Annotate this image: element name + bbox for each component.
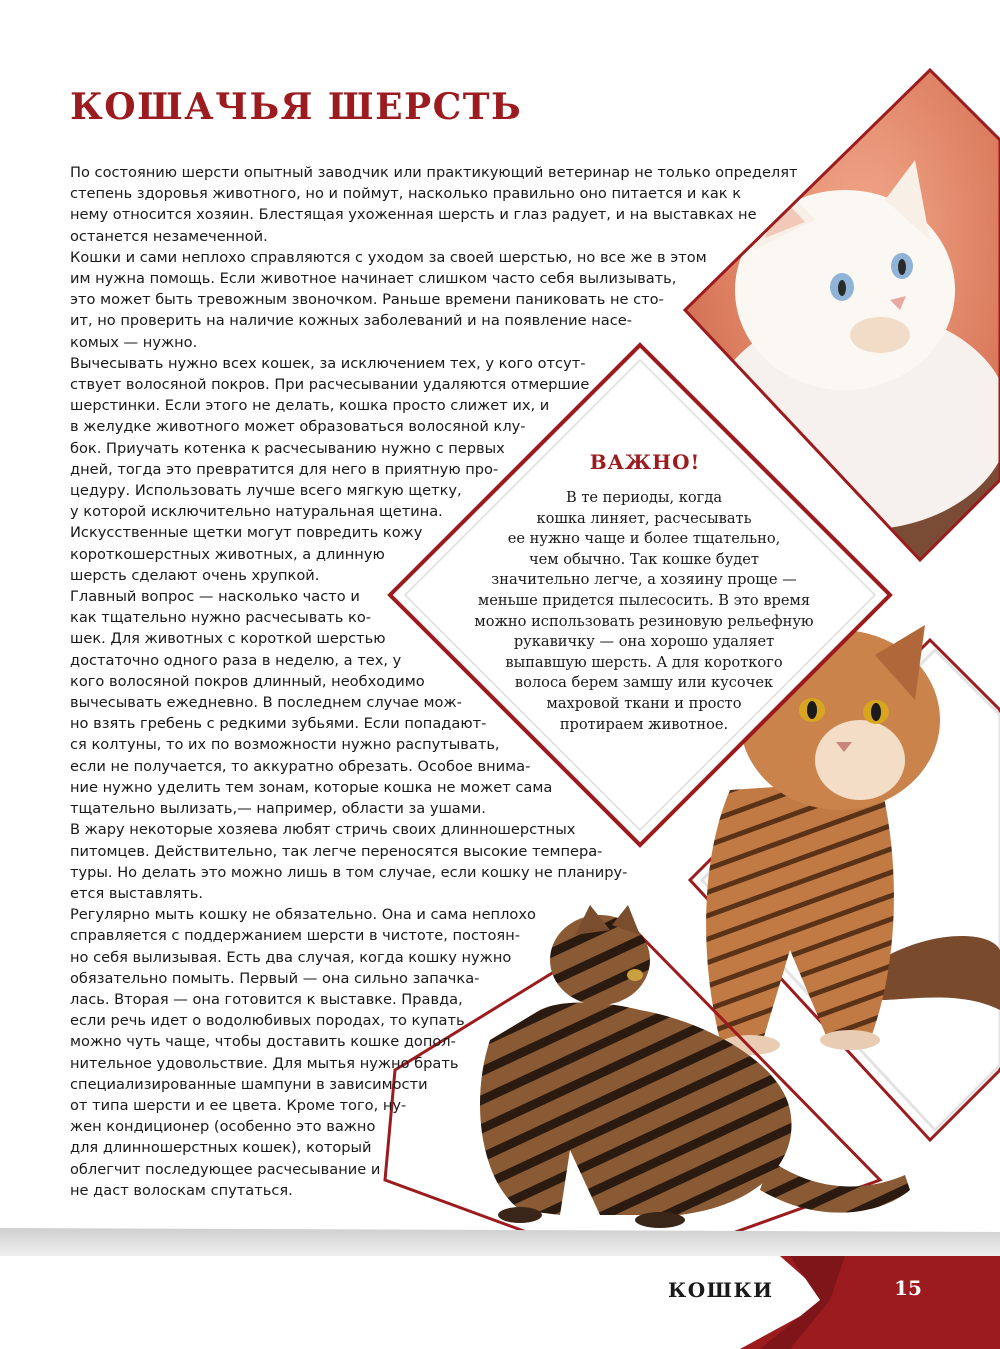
- footer-section-label: КОШКИ: [668, 1278, 774, 1302]
- footer-band: [0, 1228, 1000, 1349]
- page-title: КОШАЧЬЯ ШЕРСТЬ: [70, 86, 523, 128]
- body-line: достаточно одного раза в неделю, а тех, у: [70, 651, 402, 669]
- body-line: справляется с поддержанием шерсти в чистоте, постоян-: [70, 927, 521, 945]
- body-line: В жару некоторые хозяева любят стричь своих длинношерстных: [70, 821, 576, 839]
- body-line: от типа шерсти и ее цвета. Кроме того, ну-: [70, 1096, 407, 1114]
- body-line: не даст волоскам спутаться.: [70, 1181, 293, 1199]
- body-line: можно чуть чаще, чтобы доставить кошке допол-: [70, 1033, 456, 1051]
- body-line: ние нужно уделить тем зонам, которые кошка не может сама: [70, 778, 553, 796]
- body-line: нему относится хозяин. Блестящая ухоженная шерсть и глаз радует, и на выставках не: [70, 206, 757, 224]
- body-line: степень здоровья животного, но и поймут, насколько правильно оно питается и как к: [70, 185, 742, 203]
- body-line: но взять гребень с редкими зубьями. Если попадают-: [70, 715, 487, 733]
- important-line: можно использовать резиновую рельефную: [474, 612, 814, 630]
- page-number: 15: [894, 1276, 922, 1300]
- body-line: ствует волосяной покров. При расчесывании удаляются отмершие: [70, 376, 590, 394]
- body-line: как тщательно нужно расчесывать ко-: [70, 609, 372, 627]
- important-line: волоса берем замшу или кусочек: [514, 674, 774, 692]
- body-line: облегчит последующее расчесывание и: [70, 1160, 381, 1178]
- important-line: В те периоды, когда: [565, 489, 723, 506]
- important-line: значительно легче, а хозяину проще —: [491, 571, 797, 589]
- important-line: рукавичку — она хорошо удаляет: [513, 633, 775, 651]
- body-line: нительное удовольствие. Для мытья нужно брать: [70, 1054, 459, 1072]
- body-line: ся колтуны, то их по возможности нужно распутывать,: [70, 736, 500, 754]
- body-line: комых — нужно.: [70, 333, 198, 351]
- body-line: тщательно вылизать,— например, области за ушами.: [70, 800, 486, 818]
- important-line: кошка линяет, расчесывать: [536, 509, 752, 527]
- important-title: ВАЖНО!: [589, 450, 701, 474]
- body-line: обязательно помыть. Первый — она сильно запачка-: [70, 969, 480, 987]
- body-line: это может быть тревожным звоночком. Раньше времени паниковать не сто-: [70, 291, 664, 309]
- body-line: Искусственные щетки могут повредить кожу: [70, 524, 423, 542]
- body-line: у которой исключительно натуральная щетина.: [70, 503, 443, 521]
- important-line: ее нужно чаще и более тщательно,: [507, 530, 781, 548]
- body-line: если речь идет о водолюбивых породах, то купать: [70, 1012, 465, 1030]
- body-line: кого волосяной покров длинный, необходимо: [70, 672, 425, 690]
- body-line: Вычесывать нужно всех кошек, за исключением тех, у кого отсут-: [70, 354, 586, 372]
- important-line: меньше придется пылесосить. В это время: [477, 591, 811, 609]
- body-line: Главный вопрос — насколько часто и: [70, 588, 360, 606]
- body-line: лась. Вторая — она готовится к выставке. Правда,: [70, 990, 463, 1008]
- body-line: питомцев. Действительно, так легче переносятся высокие темпера-: [70, 842, 603, 860]
- body-line: ется выставлять.: [70, 884, 203, 902]
- body-line: если не получается, то аккуратно обрезать. Особое внима-: [70, 757, 531, 775]
- body-line: для длинношерстных кошек), который: [70, 1139, 372, 1157]
- body-line: жен кондиционер (особенно это важно: [70, 1118, 376, 1136]
- body-line: шерсть сделают очень хрупкой.: [70, 566, 320, 584]
- body-line: бок. Приучать котенка к расчесыванию нужно с первых: [70, 439, 505, 457]
- body-line: останется незамеченной.: [70, 227, 268, 245]
- body-line: цедуру. Использовать лучше всего мягкую щетку,: [70, 482, 462, 500]
- body-line: туры. Но делать это можно лишь в том случае, если кошку не планиру-: [70, 863, 628, 881]
- important-line: выпавшую шерсть. А для короткого: [505, 653, 783, 671]
- body-line: Кошки и сами неплохо справляются с уходом за своей шерстью, но все же в этом: [70, 248, 707, 266]
- body-line: короткошерстных животных, а длинную: [70, 545, 385, 563]
- body-line: специализированные шампуни в зависимости: [70, 1075, 428, 1093]
- body-line: в желудке животного может образоваться волосяной клу-: [70, 418, 526, 436]
- body-line: шек. Для животных с короткой шерстью: [70, 630, 386, 648]
- important-line: махровой ткани и просто: [546, 694, 742, 712]
- body-line: Регулярно мыть кошку не обязательно. Она и сама неплохо: [70, 906, 536, 924]
- important-text: [448, 488, 840, 735]
- body-line: По состоянию шерсти опытный заводчик или практикующий ветеринар не только определят: [70, 164, 798, 181]
- body-line: им нужна помощь. Если животное начинает слишком часто себя вылизывать,: [70, 270, 677, 288]
- body-line: шерстинки. Если этого не делать, кошка просто слижет их, и: [70, 397, 550, 415]
- body-line: дней, тогда это превратится для него в приятную про-: [70, 460, 499, 478]
- body-line: вычесывать ежедневно. В последнем случае мож-: [70, 694, 462, 712]
- body-line: но себя вылизывая. Есть два случая, когда кошку нужно: [70, 948, 512, 966]
- important-line: чем обычно. Так кошке будет: [528, 550, 760, 568]
- body-line: ит, но проверить на наличие кожных заболеваний и на появление насе-: [70, 312, 632, 330]
- important-line: протираем животное.: [559, 715, 729, 733]
